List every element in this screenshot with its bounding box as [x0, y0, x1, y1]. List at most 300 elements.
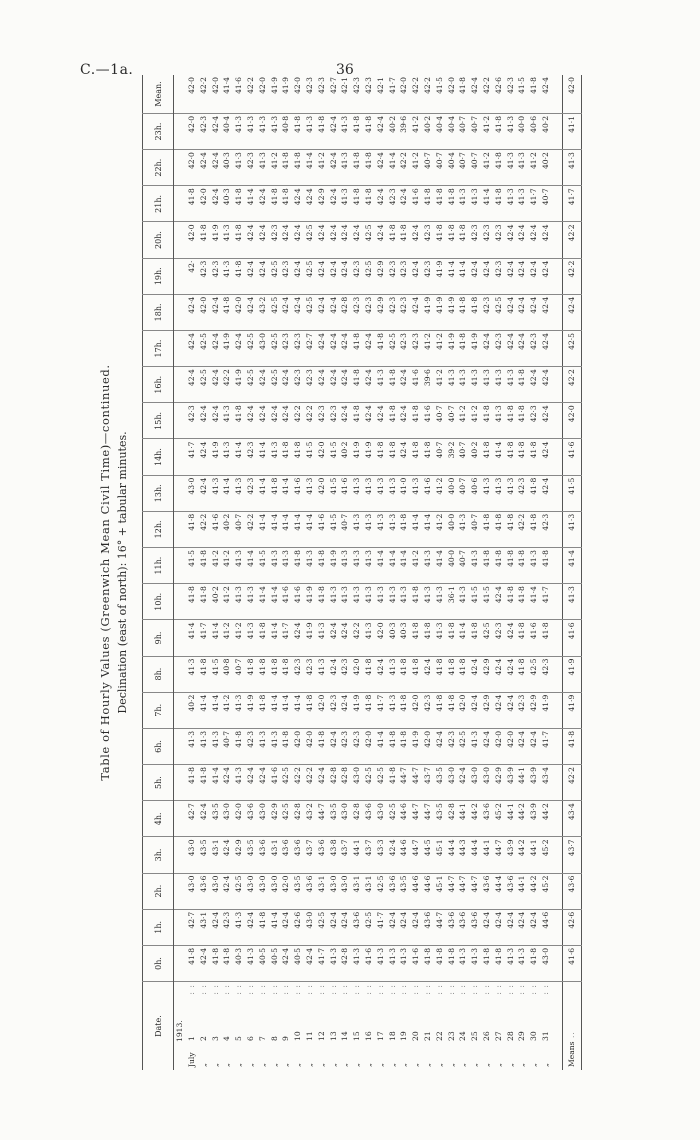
value-cell: 42·0	[493, 728, 505, 764]
value-cell: 41·4	[269, 909, 281, 945]
day-number: 18	[387, 1031, 397, 1041]
day-number: 27	[493, 1031, 503, 1041]
value-cell: 42·0	[422, 728, 434, 764]
value-cell: 42·3	[245, 475, 257, 511]
value-cell: 42·9	[375, 258, 387, 294]
value-cell: 42·8	[328, 765, 340, 801]
value-cell: 41·8	[505, 584, 517, 620]
empty-cell	[552, 475, 563, 511]
value-cell: 41·8	[457, 294, 469, 330]
value-cell: 41·4	[292, 692, 304, 728]
value-cell: 41·8	[398, 511, 410, 547]
value-cell: 42·9	[481, 692, 493, 728]
value-cell: 42·4	[292, 222, 304, 258]
value-cell: 40·7	[339, 511, 351, 547]
value-cell: 41·3	[422, 548, 434, 584]
value-cell: 41·6	[316, 511, 328, 547]
value-cell: 41·9	[328, 548, 340, 584]
value-cell: 41·8	[198, 584, 210, 620]
value-cell: 41·8	[304, 692, 316, 728]
column-header: 23h.	[143, 113, 174, 149]
value-cell: 41·3	[351, 548, 363, 584]
value-cell: 41·3	[269, 548, 281, 584]
table-row	[351, 75, 363, 1070]
value-cell: 41·4	[221, 475, 233, 511]
leader-dots: : :	[304, 984, 314, 995]
value-cell: 41·8	[257, 620, 269, 656]
mean-value-cell: 43·4	[562, 801, 581, 837]
value-cell: 41·7	[540, 584, 552, 620]
value-cell: 41·8	[280, 439, 292, 475]
value-cell: 42·3	[422, 692, 434, 728]
value-cell: 42·4	[387, 837, 399, 873]
empty-cell	[552, 584, 563, 620]
value-cell: 41·8	[351, 403, 363, 439]
value-cell: 41·8	[410, 656, 422, 692]
row-mean-cell: 42·6	[493, 75, 505, 113]
empty-cell	[174, 692, 187, 728]
value-cell: 42·3	[469, 222, 481, 258]
value-cell: 41·9	[245, 692, 257, 728]
table-row	[505, 75, 517, 1070]
value-cell: 41·3	[528, 548, 540, 584]
value-cell: 42·4	[505, 258, 517, 294]
value-cell: 41·9	[351, 439, 363, 475]
value-cell: 41·8	[292, 439, 304, 475]
empty-cell	[174, 728, 187, 764]
value-cell: 41·4	[292, 511, 304, 547]
row-mean-cell: 42·3	[304, 75, 316, 113]
value-cell: 41·8	[493, 945, 505, 981]
value-cell: 42·4	[186, 294, 198, 330]
empty-cell	[174, 837, 187, 873]
value-cell: 42·0	[304, 728, 316, 764]
value-cell: 41·2	[316, 150, 328, 186]
value-cell: 41·8	[363, 150, 375, 186]
value-cell: 40·2	[221, 511, 233, 547]
spacer-row	[552, 75, 563, 1070]
value-cell: 42·0	[375, 620, 387, 656]
value-cell: 42·5	[269, 258, 281, 294]
value-cell: 41·9	[410, 728, 422, 764]
empty-cell	[174, 186, 187, 222]
empty-cell	[174, 113, 187, 149]
value-cell: 42·4	[375, 150, 387, 186]
value-cell: 40·7	[457, 439, 469, 475]
value-cell: 41·8	[351, 150, 363, 186]
value-cell: 41·9	[434, 258, 446, 294]
value-cell: 41·5	[481, 584, 493, 620]
value-cell: 41·9	[351, 692, 363, 728]
column-header: 16h.	[143, 367, 174, 403]
empty-cell	[552, 801, 563, 837]
value-cell: 41·3	[257, 728, 269, 764]
value-cell: 44·7	[316, 801, 328, 837]
value-cell: 42·5	[375, 765, 387, 801]
table-row	[269, 75, 281, 1070]
value-cell: 41·9	[233, 367, 245, 403]
value-cell: 43·0	[257, 873, 269, 909]
value-cell: 41·3	[269, 728, 281, 764]
empty-cell	[174, 945, 187, 981]
leader-dots: : :	[222, 984, 232, 995]
value-cell: 41·8	[398, 728, 410, 764]
column-header: 9h.	[143, 620, 174, 656]
value-cell: 44·6	[398, 837, 410, 873]
value-cell: 43·6	[457, 909, 469, 945]
value-cell: 41·3	[363, 620, 375, 656]
value-cell: 41·3	[505, 475, 517, 511]
date-cell	[410, 982, 422, 1070]
value-cell: 41·4	[269, 620, 281, 656]
value-cell: 41·8	[198, 765, 210, 801]
value-cell: 41·8	[375, 330, 387, 366]
value-cell: 40·2	[387, 113, 399, 149]
value-cell: 40·0	[446, 511, 458, 547]
value-cell: 42·4	[528, 909, 540, 945]
date-cell	[210, 982, 222, 1070]
leader-dots: : :	[210, 984, 220, 995]
value-cell: 44·6	[398, 801, 410, 837]
table-row	[186, 75, 198, 1070]
empty-cell	[552, 258, 563, 294]
value-cell: 41·3	[351, 945, 363, 981]
value-cell: 42·4	[292, 620, 304, 656]
value-cell: 43·6	[387, 873, 399, 909]
value-cell: 43·1	[210, 837, 222, 873]
value-cell: 41·8	[292, 150, 304, 186]
value-cell: 41·8	[186, 765, 198, 801]
value-cell: 42·5	[269, 294, 281, 330]
value-cell: 42·4	[257, 367, 269, 403]
value-cell: 42·4	[375, 222, 387, 258]
value-cell: 41·2	[221, 692, 233, 728]
value-cell: 41·6	[363, 945, 375, 981]
value-cell: 41·2	[210, 548, 222, 584]
value-cell: 41·4	[257, 475, 269, 511]
value-cell: 41·3	[410, 475, 422, 511]
value-cell: 44·1	[505, 801, 517, 837]
value-cell: 41·8	[257, 909, 269, 945]
value-cell: 41·3	[221, 439, 233, 475]
date-cell	[375, 982, 387, 1070]
rotated-table-block	[88, 70, 698, 1075]
value-cell: 44·1	[481, 837, 493, 873]
value-cell: 41·3	[245, 945, 257, 981]
value-cell: 42·4	[516, 909, 528, 945]
value-cell: 44·1	[516, 765, 528, 801]
value-cell: 41·4	[269, 692, 281, 728]
value-cell: 41·6	[210, 511, 222, 547]
empty-cell	[552, 837, 563, 873]
day-number: 23	[446, 1031, 456, 1041]
table-row	[257, 75, 269, 1070]
value-cell: 44·7	[457, 873, 469, 909]
value-cell: 42·4	[505, 330, 517, 366]
mean-value-cell: 41·8	[562, 728, 581, 764]
value-cell: 45·1	[434, 873, 446, 909]
value-cell: 42·0	[233, 801, 245, 837]
value-cell: 44·5	[422, 837, 434, 873]
value-cell: 42·4	[375, 186, 387, 222]
empty-cell	[552, 873, 563, 909]
value-cell: 42·4	[280, 367, 292, 403]
value-cell: 42·4	[516, 294, 528, 330]
value-cell: 42·4	[210, 403, 222, 439]
empty-cell	[552, 765, 563, 801]
day-number: 9	[281, 1036, 291, 1041]
value-cell: 42·5	[316, 909, 328, 945]
value-cell: 44·7	[410, 765, 422, 801]
value-cell: 42·4	[210, 113, 222, 149]
value-cell: 41·2	[221, 584, 233, 620]
value-cell: 41·9	[363, 439, 375, 475]
table-row	[328, 75, 340, 1070]
value-cell: 42·4	[493, 909, 505, 945]
value-cell: 41·3	[233, 692, 245, 728]
value-cell: 42·2	[245, 511, 257, 547]
value-cell: 41·3	[363, 584, 375, 620]
leader-dots: : :	[517, 984, 527, 995]
value-cell: 41·4	[280, 692, 292, 728]
value-cell: 44·7	[469, 873, 481, 909]
value-cell: 43·3	[375, 837, 387, 873]
table-row	[422, 75, 434, 1070]
value-cell: 41·6	[422, 475, 434, 511]
value-cell: 42·4	[339, 222, 351, 258]
value-cell: 41·4	[398, 548, 410, 584]
value-cell: 42·3	[363, 294, 375, 330]
value-cell: 43·1	[363, 873, 375, 909]
value-cell: 41·2	[410, 548, 422, 584]
value-cell: 41·8	[422, 620, 434, 656]
value-cell: 42·8	[339, 294, 351, 330]
value-cell: 40·3	[233, 945, 245, 981]
value-cell: 42·5	[363, 258, 375, 294]
value-cell: 42·0	[186, 113, 198, 149]
date-cell	[233, 982, 245, 1070]
date-cell	[186, 982, 198, 1070]
mean-value-cell: 42·5	[562, 330, 581, 366]
value-cell: 40·7	[221, 728, 233, 764]
value-cell: 43·0	[186, 475, 198, 511]
value-cell: 42·3	[540, 511, 552, 547]
month-label: „	[375, 1063, 385, 1067]
value-cell: 42·4	[316, 294, 328, 330]
empty-cell	[174, 439, 187, 475]
value-cell: 41·4	[210, 765, 222, 801]
leader-dots: : :	[198, 984, 208, 995]
value-cell: 41·2	[221, 620, 233, 656]
value-cell: 41·3	[233, 475, 245, 511]
column-header: Mean.	[143, 75, 174, 113]
month-label: „	[293, 1063, 303, 1067]
mean-value-cell: 41·6	[562, 439, 581, 475]
value-cell: 40·2	[186, 692, 198, 728]
day-number: 4	[222, 1036, 232, 1041]
value-cell: 42·4	[210, 330, 222, 366]
value-cell: 41·3	[186, 656, 198, 692]
value-cell: 41·8	[410, 584, 422, 620]
value-cell: 42·0	[316, 692, 328, 728]
mean-value-cell: 41·9	[562, 692, 581, 728]
value-cell: 42·0	[505, 728, 517, 764]
empty-cell	[552, 548, 563, 584]
empty-cell	[552, 186, 563, 222]
mean-value-cell: 42·2	[562, 258, 581, 294]
date-cell	[245, 982, 257, 1070]
value-cell: 42·3	[481, 294, 493, 330]
table-row	[210, 75, 222, 1070]
value-cell: 44·1	[528, 837, 540, 873]
month-label: „	[245, 1063, 255, 1067]
value-cell: 42·2	[351, 620, 363, 656]
row-mean-cell: 41·7	[387, 75, 399, 113]
value-cell: 42·4	[280, 403, 292, 439]
value-cell: 42·0	[316, 439, 328, 475]
value-cell: 42·5	[198, 367, 210, 403]
value-cell: 41·8	[210, 945, 222, 981]
month-label: „	[481, 1063, 491, 1067]
value-cell: 42·6	[292, 909, 304, 945]
value-cell: 45·2	[540, 837, 552, 873]
date-cell	[469, 982, 481, 1070]
value-cell: 42·3	[304, 656, 316, 692]
value-cell: 41·8	[316, 584, 328, 620]
date-cell	[387, 982, 399, 1070]
value-cell: 41·3	[375, 367, 387, 403]
column-header: 6h.	[143, 728, 174, 764]
value-cell: 41·3	[304, 548, 316, 584]
value-cell: 41·8	[457, 656, 469, 692]
value-cell: 43·5	[398, 873, 410, 909]
value-cell: 42·5	[198, 330, 210, 366]
day-number: 15	[352, 1031, 362, 1041]
month-label: „	[363, 1063, 373, 1067]
value-cell: 41·8	[540, 620, 552, 656]
empty-cell	[552, 113, 563, 149]
value-cell: 41·3	[516, 150, 528, 186]
value-cell: 41·8	[351, 186, 363, 222]
value-cell: 41·8	[398, 222, 410, 258]
value-cell: 42·4	[375, 403, 387, 439]
value-cell: 42·4	[245, 909, 257, 945]
leader-dots: : :	[481, 984, 491, 995]
value-cell: 42·4	[493, 584, 505, 620]
mean-value-cell: 42·2	[562, 367, 581, 403]
value-cell: 41·2	[410, 113, 422, 149]
value-cell: 42·5	[493, 294, 505, 330]
row-mean-cell: 41·5	[434, 75, 446, 113]
value-cell: 41·3	[457, 945, 469, 981]
value-cell: 41·2	[269, 150, 281, 186]
value-cell: 42·4	[257, 186, 269, 222]
value-cell: 42·4	[316, 765, 328, 801]
hourly-values-table	[142, 75, 582, 1070]
leader-dots: : :	[187, 984, 196, 995]
day-number: 31	[540, 1031, 550, 1041]
value-cell: 43·0	[269, 873, 281, 909]
value-cell: 41·6	[280, 584, 292, 620]
value-cell: 41·9	[469, 330, 481, 366]
value-cell: 41·3	[505, 150, 517, 186]
day-number: 30	[529, 1031, 539, 1041]
value-cell: 43·7	[363, 837, 375, 873]
value-cell: 41·8	[186, 186, 198, 222]
value-cell: 41·8	[457, 330, 469, 366]
value-cell: 42·5	[280, 765, 292, 801]
value-cell: 43·9	[528, 765, 540, 801]
value-cell: 42·9	[481, 656, 493, 692]
value-cell: 41·6	[422, 403, 434, 439]
value-cell: 41·3	[375, 584, 387, 620]
date-cell	[540, 982, 552, 1070]
value-cell: 41·3	[351, 584, 363, 620]
value-cell: 41·2	[434, 475, 446, 511]
value-cell: 41·3	[363, 548, 375, 584]
value-cell: 42·4	[540, 439, 552, 475]
table-header-row	[143, 75, 174, 1070]
value-cell: 42·4	[245, 258, 257, 294]
column-header: 0h.	[143, 945, 174, 981]
value-cell: 41·8	[446, 656, 458, 692]
value-cell: 41·8	[434, 222, 446, 258]
empty-cell	[174, 330, 187, 366]
value-cell: 42·4	[339, 367, 351, 403]
value-cell: 42·3	[198, 113, 210, 149]
value-cell: 40·7	[457, 548, 469, 584]
value-cell: 40·0	[446, 475, 458, 511]
value-cell: 42·5	[363, 909, 375, 945]
value-cell: 42·3	[351, 258, 363, 294]
value-cell: 43·5	[434, 765, 446, 801]
value-cell: 40·8	[221, 656, 233, 692]
value-cell: 42·3	[351, 294, 363, 330]
value-cell: 42·4	[328, 367, 340, 403]
value-cell: 42·8	[339, 945, 351, 981]
value-cell: 41·3	[304, 475, 316, 511]
mean-value-cell: 42·6	[562, 909, 581, 945]
value-cell: 42·3	[516, 475, 528, 511]
empty-cell	[174, 801, 187, 837]
value-cell: 42·4	[328, 150, 340, 186]
month-label: „	[328, 1063, 338, 1067]
table-row	[221, 75, 233, 1070]
value-cell: 41·6	[292, 584, 304, 620]
value-cell: 41·8	[257, 656, 269, 692]
value-cell: 41·8	[516, 403, 528, 439]
value-cell: 42·4	[481, 728, 493, 764]
value-cell: 41·8	[516, 584, 528, 620]
value-cell: 41·9	[304, 620, 316, 656]
value-cell: 41·8	[387, 222, 399, 258]
value-cell: 41·3	[387, 584, 399, 620]
row-mean-cell: 42·1	[339, 75, 351, 113]
value-cell: 44·3	[457, 837, 469, 873]
value-cell: 41·3	[351, 475, 363, 511]
value-cell: 41·3	[516, 945, 528, 981]
value-cell: 42·8	[339, 765, 351, 801]
day-number: 22	[434, 1031, 444, 1041]
row-mean-cell: 42·3	[363, 75, 375, 113]
value-cell: 41·7	[375, 692, 387, 728]
value-cell: 41·3	[221, 222, 233, 258]
value-cell: 42·0	[410, 692, 422, 728]
value-cell: 40·7	[233, 656, 245, 692]
value-cell: 42·4	[540, 475, 552, 511]
column-header: 5h.	[143, 765, 174, 801]
empty-cell	[174, 584, 187, 620]
